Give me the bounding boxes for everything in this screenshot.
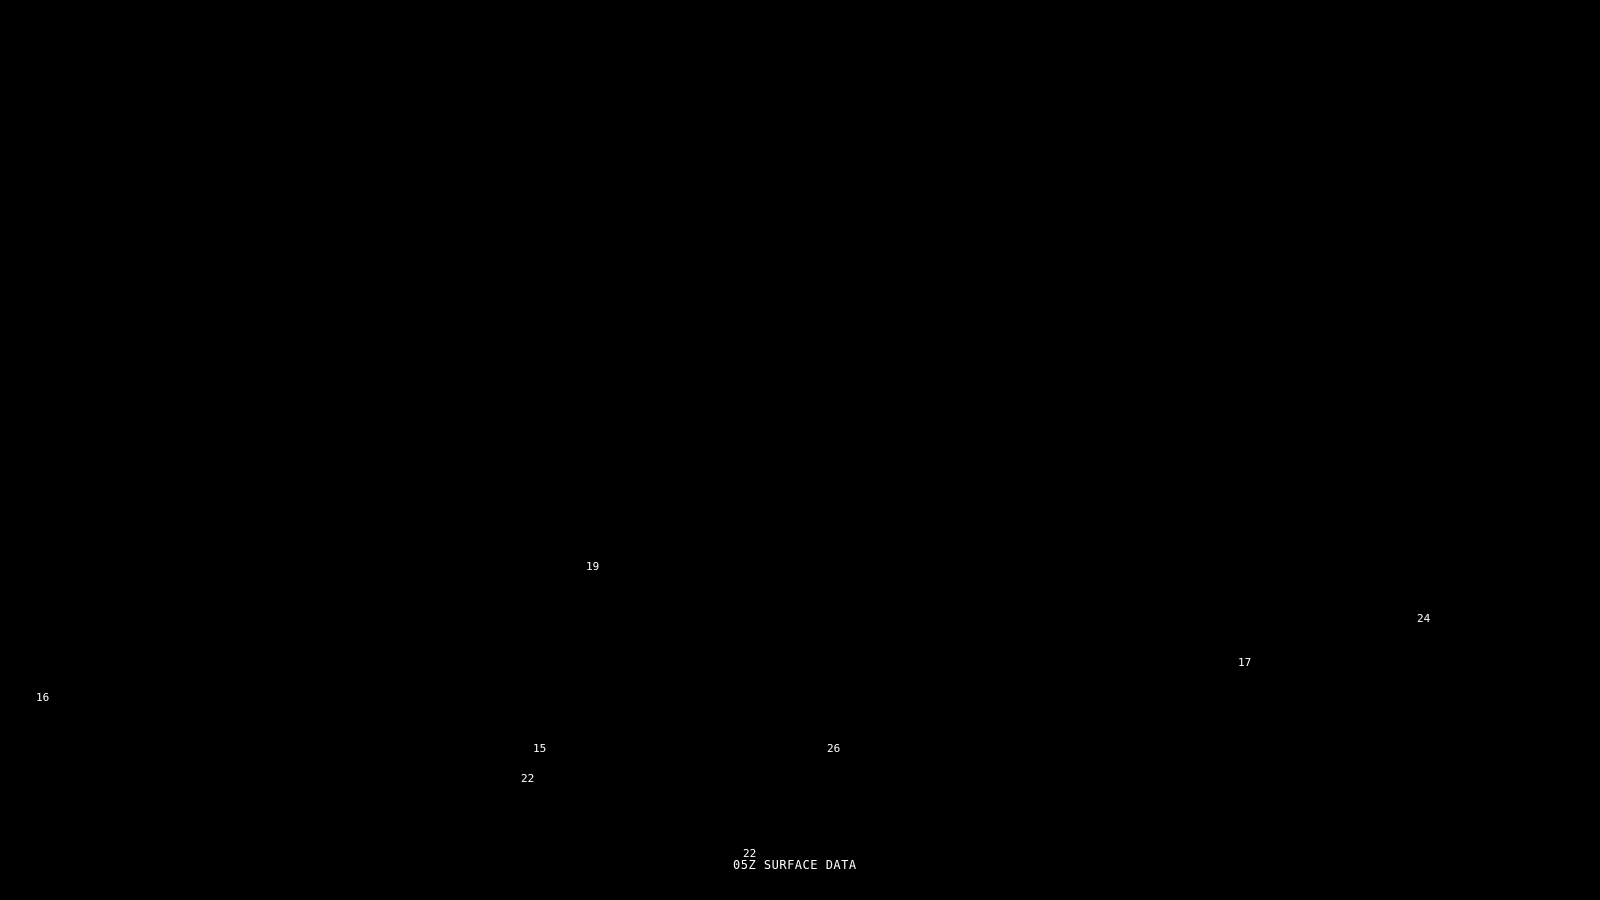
station-observation: 15: [533, 742, 547, 755]
map-title: 05Z SURFACE DATA: [733, 858, 857, 872]
station-observation: 19: [586, 560, 600, 573]
station-observation: 17: [1238, 656, 1252, 669]
station-observation: 26: [827, 742, 841, 755]
station-observation: 24: [1417, 612, 1431, 625]
station-observation: 22: [521, 772, 535, 785]
station-observation: 22: [743, 847, 757, 860]
station-observation: 16: [36, 691, 50, 704]
